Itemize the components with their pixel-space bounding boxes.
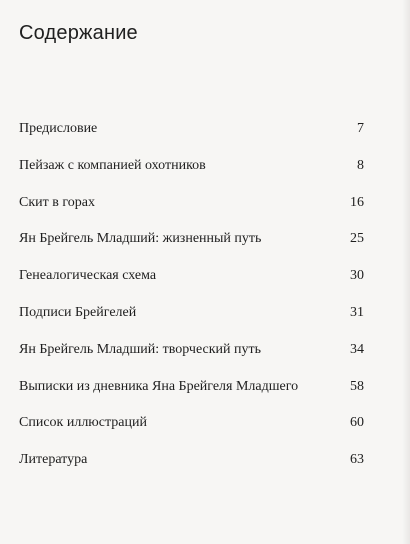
toc-entry	[19, 229, 364, 266]
toc-entry-page: 7	[357, 121, 364, 136]
toc-entry-label: Ян Брейгель Младший: творческий путь	[19, 341, 262, 357]
toc-entry-label: Выписки из дневника Яна Брейгеля Младшего	[19, 378, 299, 394]
toc-entry-label: Ян Брейгель Младший: жизненный путь	[19, 231, 262, 247]
toc-entry-label: Список иллюстраций	[19, 415, 147, 431]
toc-entry	[19, 377, 364, 414]
toc-entry-page: 25	[350, 231, 364, 247]
toc-entry-page: 31	[350, 304, 364, 320]
toc-entry-page: 8	[357, 157, 364, 173]
table-of-contents	[19, 119, 364, 487]
toc-entry	[19, 119, 364, 156]
toc-entry-page: 60	[350, 415, 364, 431]
page-title: Содержание	[19, 22, 138, 44]
toc-entry-label: Предисловие	[19, 121, 98, 136]
toc-entry	[19, 266, 364, 303]
toc-entry	[19, 340, 364, 377]
toc-entry	[19, 303, 364, 340]
toc-entry-page: 16	[350, 194, 364, 210]
toc-entry-label: Подписи Брейгелей	[19, 304, 137, 320]
toc-entry	[19, 450, 364, 487]
toc-entry-label: Пейзаж с компанией охотников	[19, 157, 206, 173]
page-edge-shadow	[402, 0, 410, 544]
toc-entry-page: 58	[350, 378, 364, 394]
toc-entry-page: 34	[350, 341, 364, 357]
toc-entry-page: 30	[350, 268, 364, 284]
toc-entry	[19, 413, 364, 450]
toc-entry-page: 63	[350, 452, 364, 468]
toc-entry-label: Литература	[19, 452, 88, 468]
toc-entry	[19, 193, 364, 230]
toc-entry	[19, 156, 364, 193]
toc-entry-label: Генеалогическая схема	[19, 268, 157, 284]
toc-entry-label: Скит в горах	[19, 194, 95, 210]
